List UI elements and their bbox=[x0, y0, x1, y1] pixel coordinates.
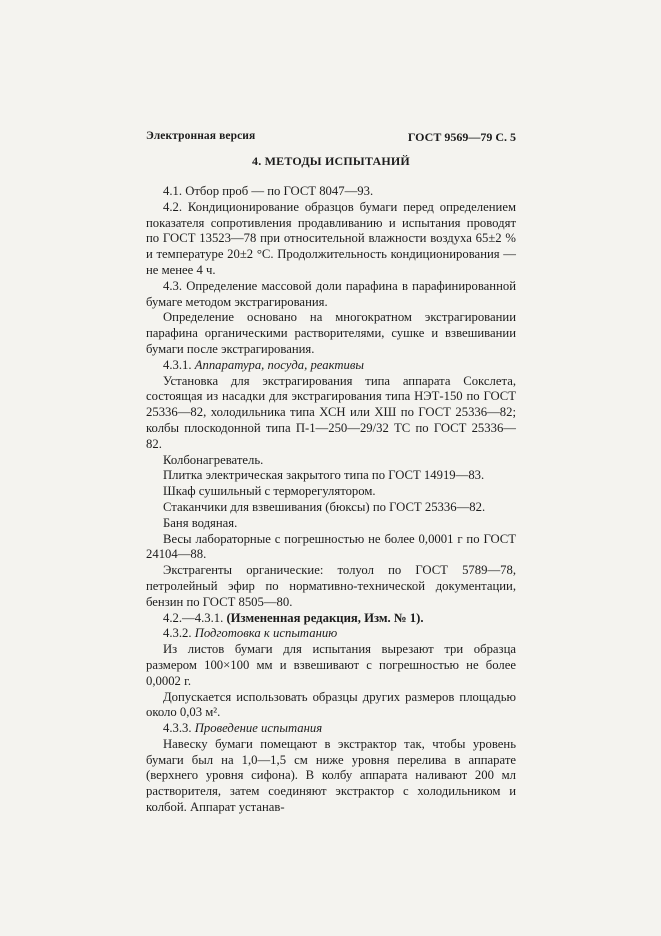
paragraph-water-bath: Баня водяная. bbox=[163, 515, 238, 530]
paragraph-extractants: Экстрагенты органические: толуол по ГОСТ 5789—78, петролейный эфир по нормативно-технической документации, бензин по ГОСТ 8505—80. bbox=[146, 563, 516, 609]
paragraph-other-sizes: Допускается использовать образцы других размеров площадью около 0,03 м². bbox=[146, 689, 516, 720]
heading-text: Проведение испытания bbox=[194, 721, 323, 736]
section-title: 4. МЕТОДЫ ИСПЫТАНИЙ bbox=[252, 154, 410, 168]
document-body bbox=[146, 184, 516, 816]
paragraph-scales: Весы лабораторные с погрешностью не более 0,0001 г по ГОСТ 24104—88. bbox=[146, 531, 516, 562]
heading-4-3-3 bbox=[146, 721, 516, 737]
heading-number: 4.3.1. bbox=[163, 357, 192, 372]
paragraph-drying-cabinet: Шкаф сушильный с терморегулятором. bbox=[163, 484, 376, 499]
paragraph-procedure: Навеску бумаги помещают в экстрактор так, чтобы уровень бумаги был на 1,0—1,5 см ниже уровня перелива в аппарате (верхнего уровня сифона). В колбу аппарата наливают 200 мл растворителя, затем соединяют экстрактор с холодильником и колбой. Аппарат устанав- bbox=[146, 736, 516, 815]
heading-4-3-1 bbox=[146, 358, 516, 374]
header-edition-label: Электронная версия bbox=[146, 130, 256, 142]
revision-range: 4.2.—4.3.1. bbox=[163, 610, 224, 625]
paragraph-4-3: 4.3. Определение массовой доли парафина в парафинированной бумаге методом экстрагирования. bbox=[146, 278, 516, 309]
heading-number: 4.3.3. bbox=[163, 721, 192, 736]
paragraph-4-3-definition: Определение основано на многократном экстрагировании парафина органическими растворителями, сушке и взвешивании бумаги после экстрагирования. bbox=[146, 310, 516, 356]
revision-text: (Измененная редакция, Изм. № 1). bbox=[226, 610, 424, 625]
paragraph-revision-note bbox=[146, 611, 516, 627]
heading-text: Аппаратура, посуда, реактивы bbox=[194, 357, 364, 372]
paragraph-4-1: 4.1. Отбор проб — по ГОСТ 8047—93. bbox=[163, 184, 374, 198]
heading-4-3-2 bbox=[146, 626, 516, 642]
heading-text: Подготовка к испытанию bbox=[194, 626, 338, 641]
paragraph-samples: Из листов бумаги для испытания вырезают три образца размером 100×100 мм и взвешивают с погрешностью не более 0,0002 г. bbox=[146, 642, 516, 688]
header-standard-page: ГОСТ 9569—79 С. 5 bbox=[407, 130, 516, 144]
heading-number: 4.3.2. bbox=[163, 626, 192, 641]
paragraph-heater: Колбонагреватель. bbox=[163, 452, 264, 467]
paragraph-soxhlet: Установка для экстрагирования типа аппарата Сокслета, состоящая из насадки для экстрагирования типа НЭТ-150 по ГОСТ 25336—82, холодильника типа ХСН или ХШ по ГОСТ 25336—82; колбы плоскодонной типа П-1—250—29/32 ТС по ГОСТ 25336—82. bbox=[146, 373, 516, 451]
paragraph-hotplate: Плитка электрическая закрытого типа по ГОСТ 14919—83. bbox=[163, 468, 485, 483]
paragraph-4-2: 4.2. Кондиционирование образцов бумаги перед определением показателя сопротивления продавливанию и испытания проводят по ГОСТ 13523—78 при относительной влажности воздуха 65±2 % и температуре 20±2 °С. Продолжительность кондиционирования — не менее 4 ч. bbox=[146, 199, 516, 277]
paragraph-weighing-cups: Стаканчики для взвешивания (бюксы) по ГОСТ 25336—82. bbox=[163, 499, 486, 514]
